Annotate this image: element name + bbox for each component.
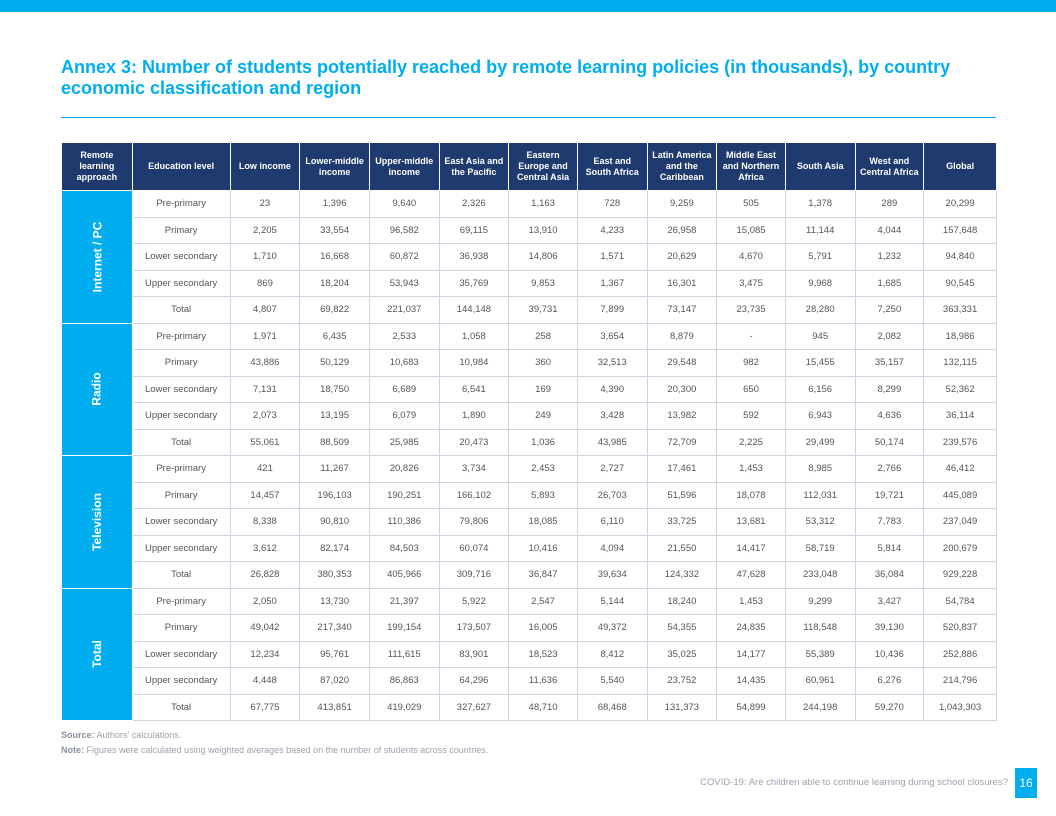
header-education-level: Education level [132,143,230,191]
value-cell: 2,225 [717,429,786,456]
value-cell: 73,147 [647,297,717,324]
value-cell: 982 [717,350,786,377]
value-cell: 6,079 [369,403,439,430]
value-cell: 95,761 [300,641,370,668]
value-cell: 592 [717,403,786,430]
value-cell: 16,301 [647,270,717,297]
header-column: Global [924,143,997,191]
value-cell: 190,251 [369,482,439,509]
note-line [61,743,488,758]
value-cell: 54,355 [647,615,717,642]
value-cell: 445,089 [924,482,997,509]
value-cell: 419,029 [369,694,439,721]
value-cell: 82,174 [300,535,370,562]
table-row [62,270,997,297]
value-cell: 18,085 [509,509,578,536]
education-level-cell: Total [132,694,230,721]
value-cell: 51,596 [647,482,717,509]
value-cell: 54,784 [924,588,997,615]
education-level-cell: Primary [132,615,230,642]
table-row [62,641,997,668]
header-column: East Asia and the Pacific [439,143,509,191]
value-cell: 8,879 [647,323,717,350]
value-cell: 6,943 [785,403,855,430]
footer-text: COVID-19: Are children able to continue learning during school closures? [700,777,1008,788]
value-cell: 88,509 [300,429,370,456]
value-cell: 14,435 [717,668,786,695]
value-cell: 46,412 [924,456,997,483]
value-cell: 35,025 [647,641,717,668]
value-cell: 84,503 [369,535,439,562]
value-cell: 2,533 [369,323,439,350]
source-line [61,728,488,743]
value-cell: 1,163 [509,191,578,218]
value-cell: 221,037 [369,297,439,324]
value-cell: 6,435 [300,323,370,350]
value-cell: 6,156 [785,376,855,403]
value-cell: 13,982 [647,403,717,430]
value-cell: 252,886 [924,641,997,668]
education-level-cell: Total [132,429,230,456]
value-cell: 4,636 [855,403,924,430]
education-level-cell: Lower secondary [132,244,230,271]
group-label: Internet / PC [90,221,105,293]
value-cell: 3,427 [855,588,924,615]
header-column: East and South Africa [577,143,647,191]
value-cell: 90,545 [924,270,997,297]
value-cell: 5,791 [785,244,855,271]
value-cell: 4,807 [230,297,300,324]
value-cell: 4,448 [230,668,300,695]
value-cell: 36,084 [855,562,924,589]
value-cell: 363,331 [924,297,997,324]
value-cell: 9,259 [647,191,717,218]
value-cell: 2,082 [855,323,924,350]
value-cell: 36,938 [439,244,509,271]
value-cell: 83,901 [439,641,509,668]
top-accent-bar [0,0,1056,12]
value-cell: 2,050 [230,588,300,615]
table-row [62,350,997,377]
value-cell: 50,129 [300,350,370,377]
value-cell: 16,668 [300,244,370,271]
value-cell: 69,822 [300,297,370,324]
education-level-cell: Upper secondary [132,403,230,430]
header-column: Latin America and the Caribbean [647,143,717,191]
value-cell: 199,154 [369,615,439,642]
value-cell: 39,634 [577,562,647,589]
education-level-cell: Pre-primary [132,191,230,218]
value-cell: 50,174 [855,429,924,456]
value-cell: 1,453 [717,588,786,615]
value-cell: 10,436 [855,641,924,668]
value-cell: 10,416 [509,535,578,562]
value-cell: 4,233 [577,217,647,244]
education-level-cell: Upper secondary [132,668,230,695]
value-cell: 2,453 [509,456,578,483]
value-cell: 5,540 [577,668,647,695]
value-cell: 55,061 [230,429,300,456]
value-cell: 1,058 [439,323,509,350]
header-column: Upper-middle income [369,143,439,191]
value-cell: 23,752 [647,668,717,695]
value-cell: 2,727 [577,456,647,483]
value-cell: 18,750 [300,376,370,403]
value-cell: 49,042 [230,615,300,642]
value-cell: 2,547 [509,588,578,615]
value-cell: 58,719 [785,535,855,562]
education-level-cell: Lower secondary [132,376,230,403]
value-cell: 18,523 [509,641,578,668]
value-cell: 200,679 [924,535,997,562]
title-divider [61,117,996,118]
value-cell: 380,353 [300,562,370,589]
table-body [62,191,997,721]
value-cell: 18,986 [924,323,997,350]
table-row [62,323,997,350]
value-cell: 3,734 [439,456,509,483]
value-cell: 929,228 [924,562,997,589]
education-level-cell: Lower secondary [132,641,230,668]
value-cell: 131,373 [647,694,717,721]
value-cell: 1,971 [230,323,300,350]
value-cell: 157,648 [924,217,997,244]
value-cell: 20,473 [439,429,509,456]
value-cell: 945 [785,323,855,350]
value-cell: 1,710 [230,244,300,271]
value-cell: 258 [509,323,578,350]
value-cell: 20,629 [647,244,717,271]
value-cell: 67,775 [230,694,300,721]
value-cell: 132,115 [924,350,997,377]
table-row [62,456,997,483]
value-cell: 8,985 [785,456,855,483]
table-row [62,509,997,536]
value-cell: 20,300 [647,376,717,403]
value-cell: 28,280 [785,297,855,324]
value-cell: 239,576 [924,429,997,456]
value-cell: 11,636 [509,668,578,695]
value-cell: 32,513 [577,350,647,377]
value-cell: 309,716 [439,562,509,589]
group-label-cell [62,456,133,589]
value-cell: 29,548 [647,350,717,377]
value-cell: 60,074 [439,535,509,562]
value-cell: 1,396 [300,191,370,218]
value-cell: 1,453 [717,456,786,483]
value-cell: 64,296 [439,668,509,695]
value-cell: 169 [509,376,578,403]
value-cell: 1,367 [577,270,647,297]
value-cell: 43,886 [230,350,300,377]
value-cell: 69,115 [439,217,509,244]
value-cell: 33,554 [300,217,370,244]
table-row [62,562,997,589]
value-cell: 1,232 [855,244,924,271]
value-cell: 79,806 [439,509,509,536]
value-cell: 413,851 [300,694,370,721]
value-cell: 2,326 [439,191,509,218]
value-cell: 112,031 [785,482,855,509]
value-cell: 3,612 [230,535,300,562]
value-cell: 20,826 [369,456,439,483]
value-cell: 14,806 [509,244,578,271]
value-cell: 6,689 [369,376,439,403]
value-cell: 237,049 [924,509,997,536]
value-cell: 3,428 [577,403,647,430]
value-cell: 13,195 [300,403,370,430]
annex-table [61,142,997,721]
value-cell: 289 [855,191,924,218]
value-cell: 14,177 [717,641,786,668]
header-approach: Remote learning approach [62,143,133,191]
value-cell: 1,378 [785,191,855,218]
header-column: Low income [230,143,300,191]
value-cell: 55,389 [785,641,855,668]
value-cell: - [717,323,786,350]
header-column: Middle East and Northern Africa [717,143,786,191]
header-column: Eastern Europe and Central Asia [509,143,578,191]
value-cell: 7,131 [230,376,300,403]
value-cell: 2,073 [230,403,300,430]
value-cell: 13,681 [717,509,786,536]
table-row [62,297,997,324]
table-row [62,217,997,244]
value-cell: 33,725 [647,509,717,536]
value-cell: 59,270 [855,694,924,721]
value-cell: 6,110 [577,509,647,536]
value-cell: 14,417 [717,535,786,562]
value-cell: 14,457 [230,482,300,509]
value-cell: 173,507 [439,615,509,642]
education-level-cell: Total [132,562,230,589]
value-cell: 118,548 [785,615,855,642]
value-cell: 18,240 [647,588,717,615]
value-cell: 9,299 [785,588,855,615]
group-label: Radio [89,372,104,406]
value-cell: 4,390 [577,376,647,403]
value-cell: 23,735 [717,297,786,324]
note-label: Note: [61,745,84,755]
value-cell: 217,340 [300,615,370,642]
value-cell: 728 [577,191,647,218]
table-row [62,535,997,562]
value-cell: 15,455 [785,350,855,377]
value-cell: 13,730 [300,588,370,615]
value-cell: 869 [230,270,300,297]
value-cell: 196,103 [300,482,370,509]
value-cell: 7,250 [855,297,924,324]
value-cell: 5,814 [855,535,924,562]
value-cell: 421 [230,456,300,483]
table-row [62,482,997,509]
value-cell: 6,541 [439,376,509,403]
value-cell: 26,828 [230,562,300,589]
value-cell: 7,783 [855,509,924,536]
value-cell: 505 [717,191,786,218]
value-cell: 6,276 [855,668,924,695]
value-cell: 35,157 [855,350,924,377]
value-cell: 49,372 [577,615,647,642]
value-cell: 244,198 [785,694,855,721]
group-label: Total [89,640,104,669]
value-cell: 5,144 [577,588,647,615]
value-cell: 360 [509,350,578,377]
value-cell: 4,670 [717,244,786,271]
header-column: Lower-middle income [300,143,370,191]
value-cell: 1,036 [509,429,578,456]
value-cell: 3,475 [717,270,786,297]
value-cell: 94,840 [924,244,997,271]
value-cell: 16,005 [509,615,578,642]
value-cell: 90,810 [300,509,370,536]
group-label: Television [89,492,104,551]
value-cell: 17,461 [647,456,717,483]
value-cell: 8,299 [855,376,924,403]
value-cell: 1,890 [439,403,509,430]
value-cell: 5,893 [509,482,578,509]
table-row [62,668,997,695]
value-cell: 9,853 [509,270,578,297]
group-label-cell [62,588,133,721]
value-cell: 3,654 [577,323,647,350]
value-cell: 20,299 [924,191,997,218]
value-cell: 327,627 [439,694,509,721]
value-cell: 8,412 [577,641,647,668]
value-cell: 96,582 [369,217,439,244]
value-cell: 29,499 [785,429,855,456]
education-level-cell: Lower secondary [132,509,230,536]
notes-block [61,728,488,758]
value-cell: 48,710 [509,694,578,721]
value-cell: 233,048 [785,562,855,589]
education-level-cell: Upper secondary [132,535,230,562]
value-cell: 36,847 [509,562,578,589]
value-cell: 2,205 [230,217,300,244]
value-cell: 15,085 [717,217,786,244]
value-cell: 19,721 [855,482,924,509]
value-cell: 11,144 [785,217,855,244]
header-column: West and Central Africa [855,143,924,191]
value-cell: 21,550 [647,535,717,562]
value-cell: 39,130 [855,615,924,642]
group-label-cell [62,191,133,324]
education-level-cell: Primary [132,350,230,377]
value-cell: 18,204 [300,270,370,297]
note-text: Figures were calculated using weighted averages based on the number of students across countries. [86,745,489,755]
table-row [62,376,997,403]
value-cell: 60,961 [785,668,855,695]
table-row [62,191,997,218]
value-cell: 47,628 [717,562,786,589]
value-cell: 68,468 [577,694,647,721]
value-cell: 4,044 [855,217,924,244]
table-row [62,429,997,456]
table-row [62,588,997,615]
value-cell: 2,766 [855,456,924,483]
table-row [62,615,997,642]
value-cell: 72,709 [647,429,717,456]
education-level-cell: Primary [132,482,230,509]
value-cell: 1,571 [577,244,647,271]
value-cell: 21,397 [369,588,439,615]
value-cell: 36,114 [924,403,997,430]
value-cell: 23 [230,191,300,218]
value-cell: 87,020 [300,668,370,695]
table-row [62,244,997,271]
value-cell: 5,922 [439,588,509,615]
table-header-row [62,143,997,191]
value-cell: 11,267 [300,456,370,483]
annex-title: Annex 3: Number of students potentially reached by remote learning policies (in thousands), by country economic classification and region [61,57,951,98]
page-number: 16 [1015,768,1037,798]
education-level-cell: Pre-primary [132,588,230,615]
education-level-cell: Total [132,297,230,324]
value-cell: 10,683 [369,350,439,377]
value-cell: 43,985 [577,429,647,456]
value-cell: 35,769 [439,270,509,297]
education-level-cell: Pre-primary [132,323,230,350]
value-cell: 1,043,303 [924,694,997,721]
value-cell: 249 [509,403,578,430]
value-cell: 39,731 [509,297,578,324]
value-cell: 26,958 [647,217,717,244]
value-cell: 7,899 [577,297,647,324]
education-level-cell: Pre-primary [132,456,230,483]
value-cell: 111,615 [369,641,439,668]
value-cell: 12,234 [230,641,300,668]
value-cell: 214,796 [924,668,997,695]
value-cell: 9,968 [785,270,855,297]
value-cell: 124,332 [647,562,717,589]
value-cell: 13,910 [509,217,578,244]
group-label-cell [62,323,133,456]
value-cell: 53,312 [785,509,855,536]
value-cell: 110,386 [369,509,439,536]
value-cell: 520,837 [924,615,997,642]
value-cell: 144,148 [439,297,509,324]
value-cell: 1,685 [855,270,924,297]
value-cell: 24,835 [717,615,786,642]
value-cell: 26,703 [577,482,647,509]
table-row [62,694,997,721]
value-cell: 10,984 [439,350,509,377]
value-cell: 166,102 [439,482,509,509]
source-label: Source: [61,730,95,740]
value-cell: 25,985 [369,429,439,456]
education-level-cell: Primary [132,217,230,244]
education-level-cell: Upper secondary [132,270,230,297]
value-cell: 53,943 [369,270,439,297]
header-column: South Asia [785,143,855,191]
value-cell: 86,863 [369,668,439,695]
value-cell: 405,966 [369,562,439,589]
value-cell: 60,872 [369,244,439,271]
value-cell: 4,094 [577,535,647,562]
table-row [62,403,997,430]
value-cell: 54,899 [717,694,786,721]
value-cell: 9,640 [369,191,439,218]
value-cell: 52,362 [924,376,997,403]
source-text: Authors' calculations. [96,730,182,740]
value-cell: 650 [717,376,786,403]
value-cell: 8,338 [230,509,300,536]
value-cell: 18,078 [717,482,786,509]
